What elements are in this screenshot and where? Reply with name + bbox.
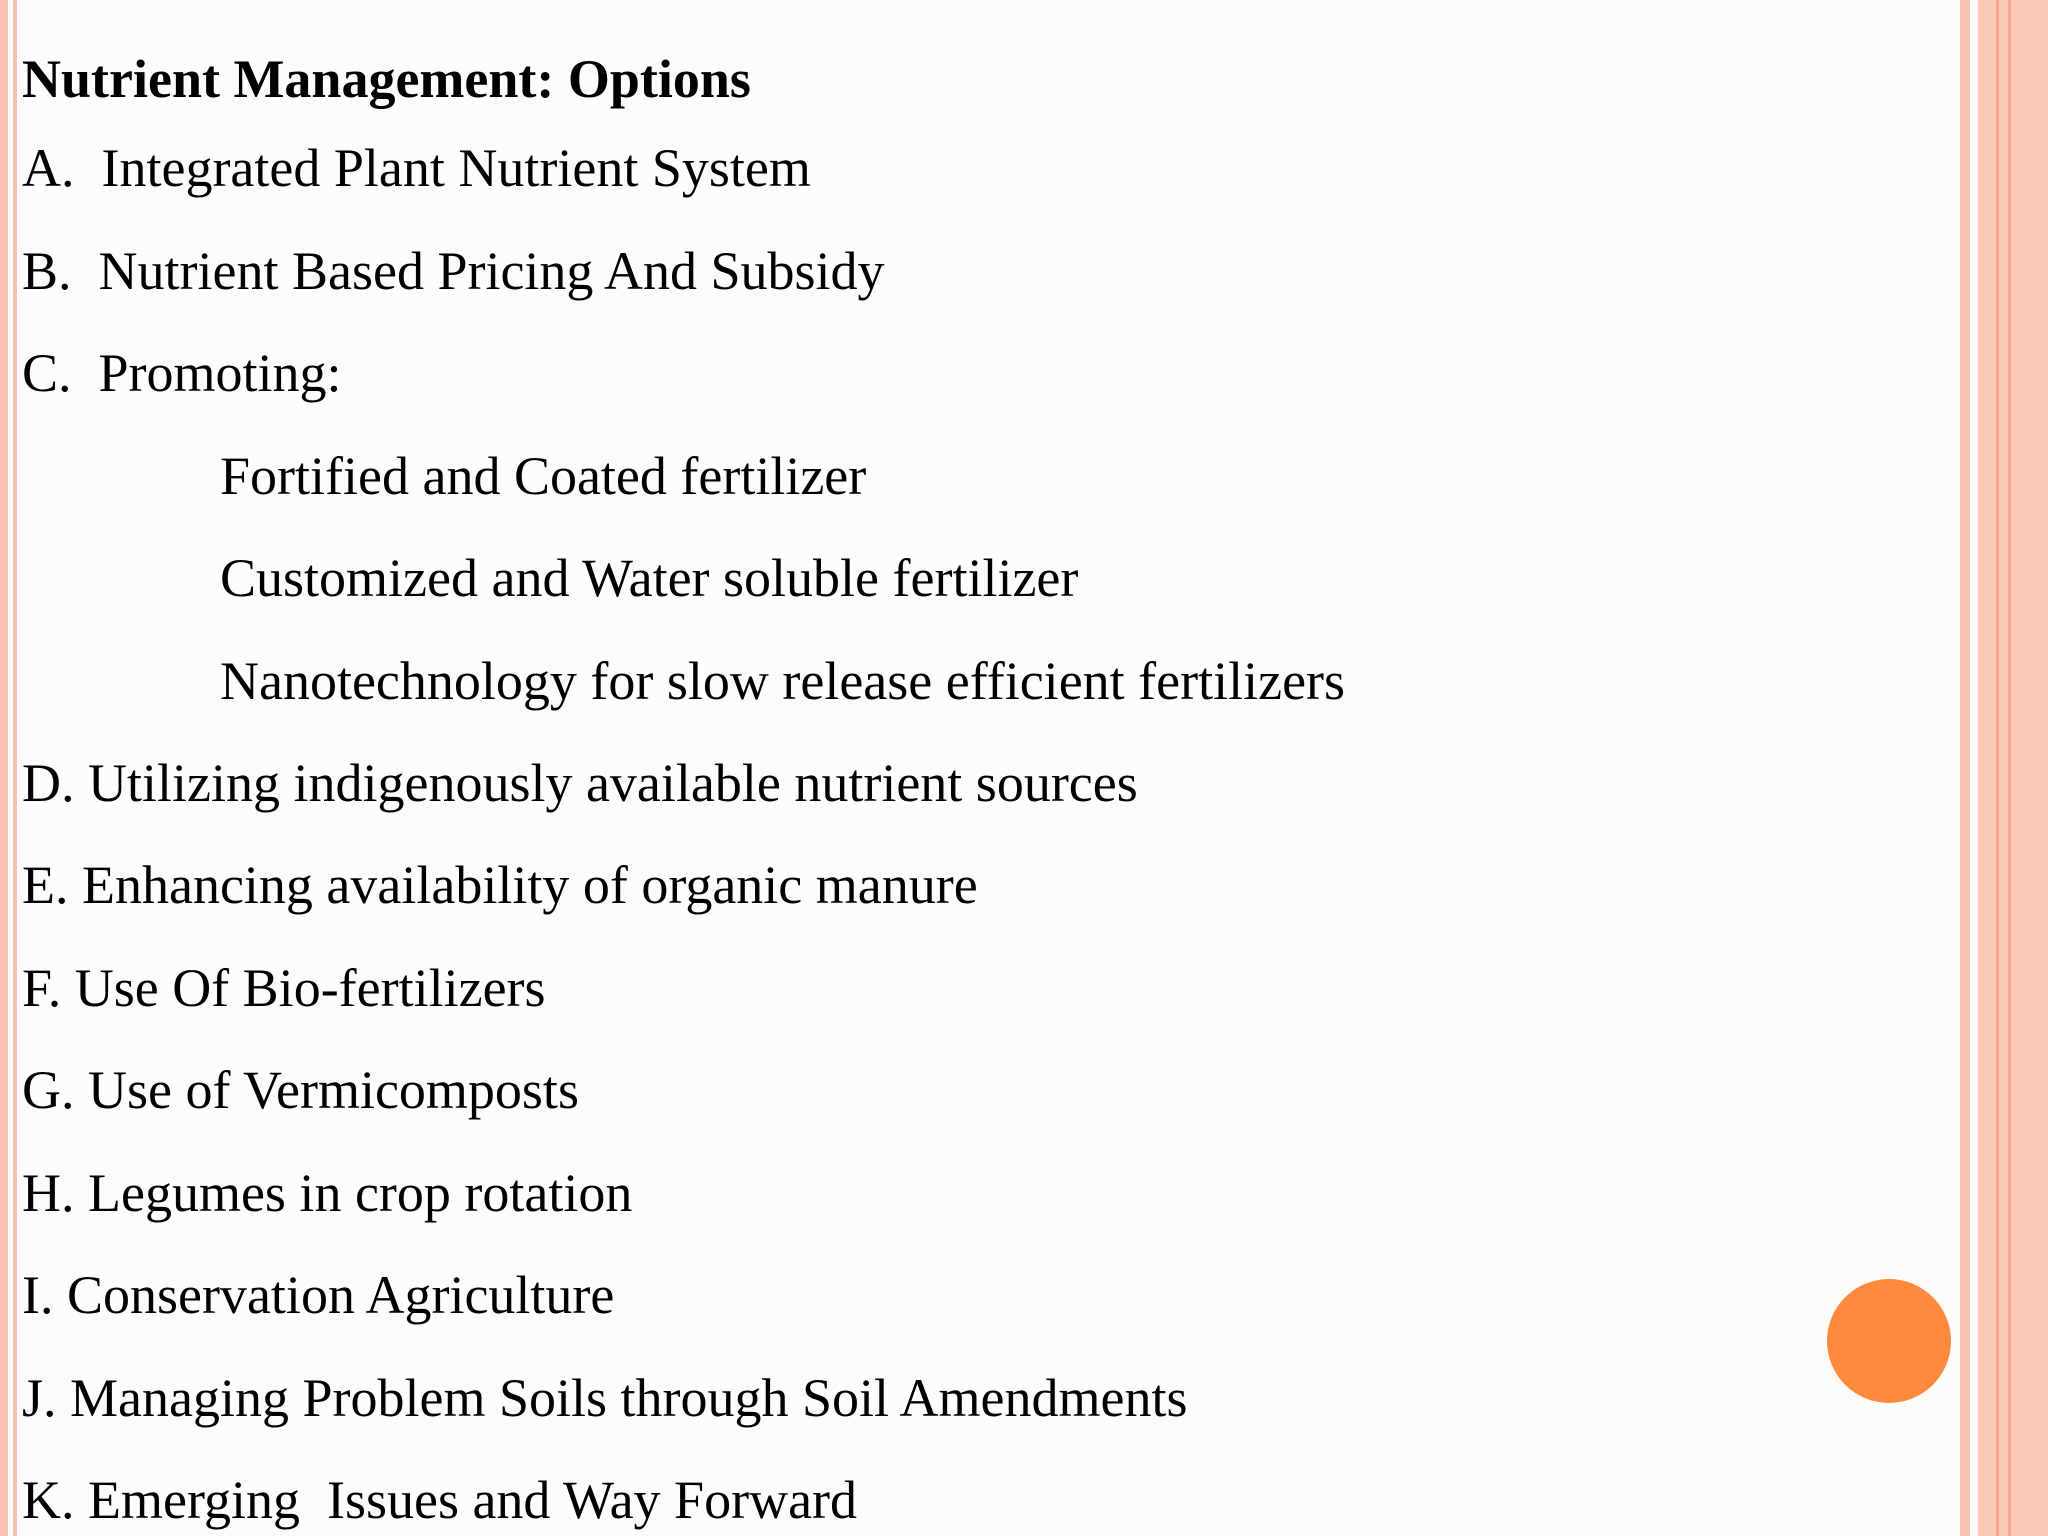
list-item-d: D. Utilizing indigenously available nutrient sources [22, 753, 1138, 813]
sub-item-nanotechnology: Nanotechnology for slow release efficient fertilizers [220, 651, 1346, 711]
left-border-stripe [0, 0, 8, 1536]
sub-item-fortified: Fortified and Coated fertilizer [220, 446, 867, 506]
list-item-h: H. Legumes in crop rotation [22, 1163, 633, 1223]
list-item-j: J. Managing Problem Soils through Soil Amendments [22, 1368, 1188, 1428]
sub-item-customized: Customized and Water soluble fertilizer [220, 548, 1079, 608]
slide-title: Nutrient Management: Options [22, 49, 751, 109]
list-item-e: E. Enhancing availability of organic manure [22, 855, 978, 915]
list-item-a: A. Integrated Plant Nutrient System [22, 138, 811, 198]
accent-circle [1827, 1279, 1951, 1403]
left-border-stripe-thin [13, 0, 17, 1536]
right-border-panel [1978, 0, 2048, 1536]
list-item-f: F. Use Of Bio-fertilizers [22, 958, 546, 1018]
list-item-i: I. Conservation Agriculture [22, 1265, 615, 1325]
list-item-k: K. Emerging Issues and Way Forward [22, 1470, 858, 1530]
list-item-c: C. Promoting: [22, 343, 342, 403]
right-border-stripe [1960, 0, 1970, 1536]
right-border-line [2008, 0, 2011, 1536]
right-border-line [1996, 0, 1999, 1536]
list-item-g: G. Use of Vermicomposts [22, 1060, 579, 1120]
list-item-b: B. Nutrient Based Pricing And Subsidy [22, 241, 885, 301]
